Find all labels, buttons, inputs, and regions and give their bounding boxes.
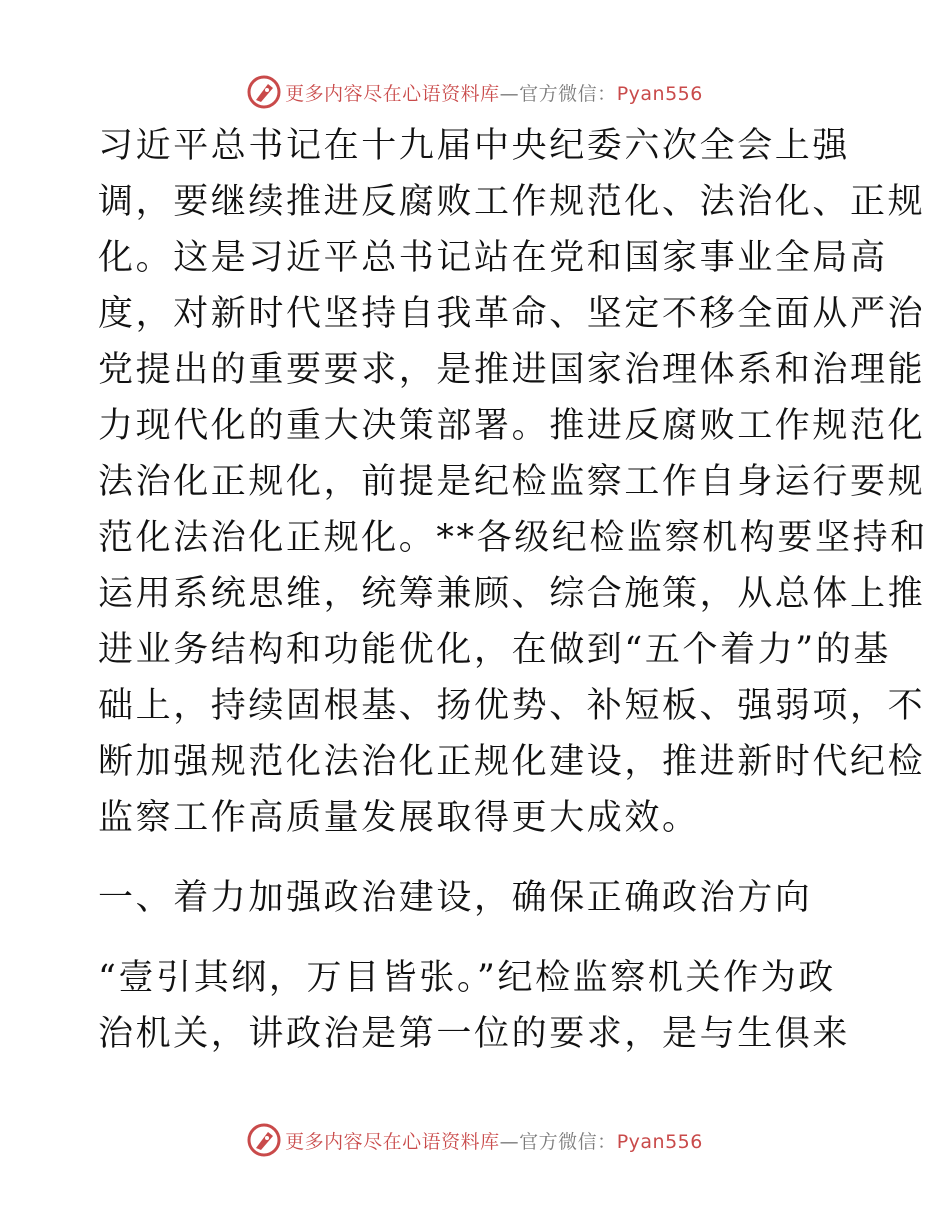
body-line: 法治化正规化，前提是纪检监察工作自身运行要规 — [98, 462, 926, 502]
footer-banner-text — [285, 1127, 703, 1154]
brand-text: 更多内容尽在心语资料库 — [285, 82, 500, 105]
body-line: 治机关，讲政治是第一位的要求，是与生俱来 — [98, 1014, 851, 1054]
body-line: 运用系统思维，统筹兼顾、综合施策，从总体上推 — [98, 574, 926, 614]
body-line: 范化法治化正规化。**各级纪检监察机构要坚持和 — [98, 518, 928, 558]
header-banner-text — [285, 79, 703, 106]
body-line: 习近平总书记在十九届中央纪委六次全会上强 — [98, 126, 851, 166]
body-line: “壹引其纲，万目皆张。”纪检监察机关作为政 — [98, 958, 836, 998]
body-line: 党提出的重要要求，是推进国家治理体系和治理能 — [98, 350, 926, 390]
wechat-id: Pyan556 — [616, 1130, 703, 1153]
body-line: 化。这是习近平总书记站在党和国家事业全局高 — [98, 238, 888, 278]
header-banner — [0, 72, 950, 112]
section-heading: 一、着力加强政治建设，确保正确政治方向 — [98, 878, 813, 918]
wechat-id: Pyan556 — [616, 82, 703, 105]
body-line: 监察工作高质量发展取得更大成效。 — [98, 798, 700, 838]
footer-banner — [0, 1120, 950, 1160]
separator: — — [499, 1130, 520, 1153]
body-line: 力现代化的重大决策部署。推进反腐败工作规范化 — [98, 406, 926, 446]
wechat-label: 官方微信： — [519, 82, 617, 105]
separator: — — [499, 82, 520, 105]
body-line: 度，对新时代坚持自我革命、坚定不移全面从严治 — [98, 294, 926, 334]
pen-nib-logo-icon — [247, 75, 281, 109]
body-line: 础上，持续固根基、扬优势、补短板、强弱项，不 — [98, 686, 926, 726]
wechat-label: 官方微信： — [519, 1130, 617, 1153]
body-line: 调，要继续推进反腐败工作规范化、法治化、正规 — [98, 182, 926, 222]
body-line: 进业务结构和功能优化，在做到“五个着力”的基 — [98, 630, 891, 670]
brand-text: 更多内容尽在心语资料库 — [285, 1130, 500, 1153]
pen-nib-logo-icon — [247, 1123, 281, 1157]
body-line: 断加强规范化法治化正规化建设，推进新时代纪检 — [98, 742, 926, 782]
